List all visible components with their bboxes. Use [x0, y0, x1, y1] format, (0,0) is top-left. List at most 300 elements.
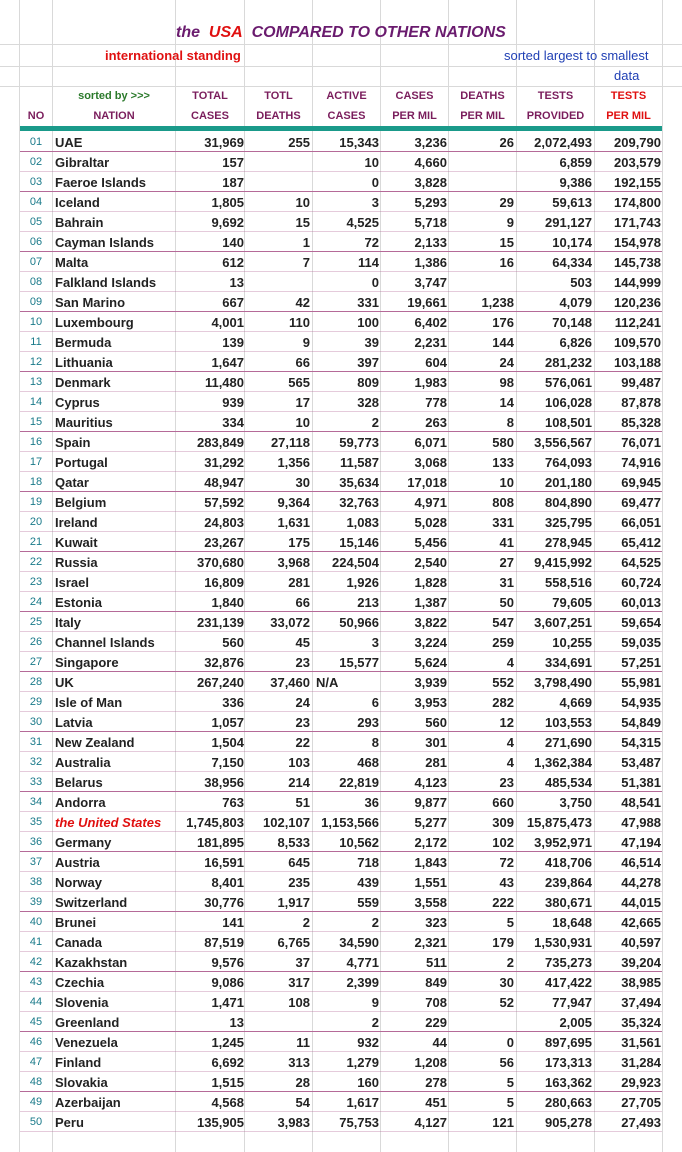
deaths-per-mil: 14: [499, 395, 514, 410]
cases-per-mil: 44: [432, 1035, 447, 1050]
tests-per-mil: 99,487: [621, 375, 661, 390]
active-cases: 11,587: [339, 455, 379, 470]
active-cases: 1,083: [346, 515, 379, 530]
total-cases: 30,776: [204, 895, 244, 910]
table-row: [0, 692, 682, 712]
row-number: 49: [29, 1096, 43, 1108]
row-number: 24: [29, 596, 43, 608]
table-row: [0, 1012, 682, 1032]
nation-name: Cayman Islands: [55, 235, 154, 250]
row-number: 36: [29, 836, 43, 848]
table-row: [0, 392, 682, 412]
row-number: 35: [29, 816, 43, 828]
cases-per-mil: 4,123: [414, 775, 447, 790]
row-number: 23: [29, 576, 43, 588]
nation-name: Qatar: [55, 475, 89, 490]
total-deaths: 645: [288, 855, 310, 870]
active-cases: 22,819: [339, 775, 379, 790]
total-cases: 141: [222, 915, 244, 930]
cases-per-mil: 1,208: [414, 1055, 447, 1070]
cases-per-mil: 3,822: [414, 615, 447, 630]
tests-per-mil: 54,849: [621, 715, 661, 730]
deaths-per-mil: 52: [499, 995, 514, 1010]
header-divider: [20, 126, 662, 131]
deaths-per-mil: 27: [499, 555, 514, 570]
total-deaths: 28: [295, 1075, 310, 1090]
tests-provided: 905,278: [545, 1115, 592, 1130]
nation-name: Kuwait: [55, 535, 98, 550]
tests-per-mil: 209,790: [614, 135, 661, 150]
nation-name: Denmark: [55, 375, 111, 390]
tests-per-mil: 47,194: [621, 835, 661, 850]
tests-provided: 576,061: [545, 375, 592, 390]
total-cases: 140: [222, 235, 244, 250]
tests-provided: 485,534: [545, 775, 592, 790]
row-number: 45: [29, 1016, 43, 1028]
tests-per-mil: 60,013: [621, 595, 661, 610]
nation-name: Norway: [55, 875, 102, 890]
active-cases: 1,926: [346, 575, 379, 590]
table-row: [0, 492, 682, 512]
cases-per-mil: 323: [425, 915, 447, 930]
deaths-per-mil: 660: [492, 795, 514, 810]
total-cases: 334: [222, 415, 244, 430]
total-deaths: 6,765: [277, 935, 310, 950]
deaths-per-mil: 29: [499, 195, 514, 210]
row-number: 25: [29, 616, 43, 628]
tests-provided: 9,415,992: [534, 555, 592, 570]
cases-per-mil: 6,071: [414, 435, 447, 450]
total-deaths: 9,364: [277, 495, 310, 510]
tests-per-mil: 53,487: [621, 755, 661, 770]
active-cases: 2: [371, 915, 379, 930]
tests-provided: 503: [570, 275, 592, 290]
active-cases: 36: [364, 795, 379, 810]
tests-per-mil: 60,724: [621, 575, 661, 590]
header-deaths-pm-2: PER MIL: [460, 110, 505, 122]
cases-per-mil: 5,456: [414, 535, 447, 550]
total-deaths: 103: [288, 755, 310, 770]
page-title: the USA COMPARED TO OTHER NATIONS: [176, 24, 506, 41]
total-cases: 187: [222, 175, 244, 190]
tests-per-mil: 174,800: [614, 195, 661, 210]
total-cases: 939: [222, 395, 244, 410]
table-row: [0, 552, 682, 572]
total-deaths: 565: [288, 375, 310, 390]
total-cases: 139: [222, 335, 244, 350]
total-deaths: 214: [288, 775, 310, 790]
total-cases: 4,568: [211, 1095, 244, 1110]
cases-per-mil: 1,386: [414, 255, 447, 270]
nation-name: Singapore: [55, 655, 119, 670]
tests-per-mil: 203,579: [614, 155, 661, 170]
nation-name: Austria: [55, 855, 100, 870]
row-number: 27: [29, 656, 43, 668]
table-row: [0, 312, 682, 332]
header-tests-pm-2: PER MIL: [606, 110, 651, 122]
tests-provided: 3,750: [559, 795, 592, 810]
cases-per-mil: 5,293: [414, 195, 447, 210]
nation-name: Lithuania: [55, 355, 113, 370]
tests-per-mil: 42,665: [621, 915, 661, 930]
deaths-per-mil: 24: [499, 355, 514, 370]
deaths-per-mil: 580: [492, 435, 514, 450]
cases-per-mil: 849: [425, 975, 447, 990]
tests-per-mil: 44,278: [621, 875, 661, 890]
total-cases: 16,809: [204, 575, 244, 590]
cases-per-mil: 2,133: [414, 235, 447, 250]
row-number: 43: [29, 976, 43, 988]
total-cases: 38,956: [204, 775, 244, 790]
total-cases: 1,057: [211, 715, 244, 730]
total-deaths: 23: [295, 655, 310, 670]
tests-per-mil: 59,654: [621, 615, 661, 630]
row-number: 30: [29, 716, 43, 728]
header-total-deaths-1: TOTL: [264, 90, 293, 102]
active-cases: 3: [371, 195, 379, 210]
total-deaths: 235: [288, 875, 310, 890]
total-deaths: 51: [295, 795, 310, 810]
table-row: [0, 332, 682, 352]
total-deaths: 66: [295, 355, 310, 370]
tests-per-mil: 59,035: [621, 635, 661, 650]
tests-provided: 3,952,971: [534, 835, 592, 850]
tests-per-mil: 66,051: [621, 515, 661, 530]
tests-provided: 3,798,490: [534, 675, 592, 690]
tests-per-mil: 87,878: [621, 395, 661, 410]
deaths-per-mil: 5: [506, 915, 514, 930]
table-row: [0, 432, 682, 452]
deaths-per-mil: 16: [499, 255, 514, 270]
tests-per-mil: 39,204: [621, 955, 661, 970]
row-number: 46: [29, 1036, 43, 1048]
deaths-per-mil: 30: [499, 975, 514, 990]
row-number: 11: [30, 336, 42, 348]
tests-per-mil: 54,935: [621, 695, 661, 710]
row-number: 31: [29, 736, 43, 748]
nation-name: Ireland: [55, 515, 98, 530]
total-cases: 9,086: [211, 975, 244, 990]
active-cases: 15,577: [339, 655, 379, 670]
active-cases: 9: [371, 995, 379, 1010]
cases-per-mil: 2,540: [414, 555, 447, 570]
active-cases: 160: [357, 1075, 379, 1090]
total-deaths: 7: [302, 255, 310, 270]
row-number: 32: [29, 756, 43, 768]
header-nation: NATION: [93, 110, 135, 122]
tests-provided: 59,613: [552, 195, 592, 210]
active-cases: 328: [357, 395, 379, 410]
total-deaths: 102,107: [263, 815, 310, 830]
active-cases: 331: [357, 295, 379, 310]
table-row: [0, 1072, 682, 1092]
total-deaths: 8,533: [277, 835, 310, 850]
deaths-per-mil: 23: [499, 775, 514, 790]
nation-name: UK: [55, 675, 74, 690]
nation-name: Falkland Islands: [55, 275, 157, 290]
tests-per-mil: 69,477: [621, 495, 661, 510]
total-cases: 1,245: [211, 1035, 244, 1050]
table-row: [0, 192, 682, 212]
active-cases: 4,525: [346, 215, 379, 230]
cases-per-mil: 3,236: [414, 135, 447, 150]
total-cases: 7,150: [211, 755, 244, 770]
row-number: 06: [29, 236, 43, 248]
tests-per-mil: 145,738: [614, 255, 661, 270]
tests-per-mil: 112,241: [614, 315, 661, 330]
row-number: 44: [29, 996, 43, 1008]
table-row: [0, 412, 682, 432]
row-number: 14: [29, 396, 43, 408]
grid-line: [0, 66, 682, 67]
active-cases: 439: [357, 875, 379, 890]
total-cases: 560: [222, 635, 244, 650]
row-number: 01: [29, 136, 43, 148]
deaths-per-mil: 552: [492, 675, 514, 690]
total-cases: 283,849: [197, 435, 244, 450]
cases-per-mil: 3,068: [414, 455, 447, 470]
table-row: [0, 272, 682, 292]
nation-name: San Marino: [55, 295, 126, 310]
tests-per-mil: 69,945: [621, 475, 661, 490]
table-row: [0, 352, 682, 372]
nation-name: Germany: [55, 835, 112, 850]
row-number: 38: [29, 876, 43, 888]
active-cases: 0: [371, 275, 379, 290]
table-row: [0, 672, 682, 692]
table-row: [0, 632, 682, 652]
active-cases: 932: [357, 1035, 379, 1050]
deaths-per-mil: 121: [492, 1115, 514, 1130]
table-row: [0, 732, 682, 752]
table-row: [0, 772, 682, 792]
table-row: [0, 372, 682, 392]
total-cases: 87,519: [204, 935, 244, 950]
total-cases: 6,692: [211, 1055, 244, 1070]
row-number: 29: [29, 696, 43, 708]
tests-provided: 108,501: [545, 415, 592, 430]
total-cases: 763: [222, 795, 244, 810]
tests-provided: 735,273: [545, 955, 592, 970]
table-row: [0, 1032, 682, 1052]
nation-name: Andorra: [55, 795, 106, 810]
cases-per-mil: 1,828: [414, 575, 447, 590]
deaths-per-mil: 4: [506, 735, 514, 750]
active-cases: 468: [357, 755, 379, 770]
tests-provided: 558,516: [545, 575, 592, 590]
tests-provided: 9,386: [559, 175, 592, 190]
cases-per-mil: 301: [425, 735, 447, 750]
active-cases: 4,771: [346, 955, 379, 970]
header-active-cases-2: CASES: [327, 110, 366, 122]
table-row: [0, 1112, 682, 1132]
active-cases: 39: [364, 335, 379, 350]
tests-provided: 10,255: [552, 635, 592, 650]
row-number: 12: [29, 356, 43, 368]
tests-provided: 2,072,493: [534, 135, 592, 150]
tests-per-mil: 154,978: [614, 235, 661, 250]
total-deaths: 24: [295, 695, 310, 710]
nation-name: New Zealand: [55, 735, 135, 750]
row-number: 07: [29, 256, 43, 268]
total-deaths: 33,072: [270, 615, 310, 630]
total-deaths: 37,460: [270, 675, 310, 690]
deaths-per-mil: 8: [506, 415, 514, 430]
cases-per-mil: 5,718: [414, 215, 447, 230]
table-row: [0, 1052, 682, 1072]
tests-per-mil: 38,985: [621, 975, 661, 990]
row-number: 50: [29, 1116, 43, 1128]
total-deaths: 17: [295, 395, 310, 410]
row-number: 26: [29, 636, 43, 648]
tests-provided: 106,028: [545, 395, 592, 410]
active-cases: 32,763: [339, 495, 379, 510]
table-row: [0, 832, 682, 852]
total-cases: 135,905: [197, 1115, 244, 1130]
nation-name: Brunei: [55, 915, 97, 930]
table-row: [0, 512, 682, 532]
active-cases: 75,753: [339, 1115, 379, 1130]
row-number: 39: [29, 896, 43, 908]
row-number: 02: [29, 156, 43, 168]
tests-provided: 70,148: [552, 315, 592, 330]
tests-provided: 271,690: [545, 735, 592, 750]
nation-name: Channel Islands: [55, 635, 155, 650]
deaths-per-mil: 72: [499, 855, 514, 870]
tests-provided: 103,553: [545, 715, 592, 730]
tests-provided: 173,313: [545, 1055, 592, 1070]
total-deaths: 30: [295, 475, 310, 490]
tests-provided: 10,174: [552, 235, 592, 250]
total-deaths: 281: [288, 575, 310, 590]
deaths-per-mil: 5: [506, 1075, 514, 1090]
tests-per-mil: 54,315: [621, 735, 661, 750]
header-total-deaths-2: DEATHS: [256, 110, 301, 122]
row-number: 37: [29, 856, 43, 868]
header-tests-pm-1: TESTS: [610, 90, 647, 102]
total-cases: 1,471: [211, 995, 244, 1010]
tests-provided: 291,127: [545, 215, 592, 230]
tests-per-mil: 144,999: [614, 275, 661, 290]
row-number: 10: [29, 316, 43, 328]
nation-name: Bahrain: [55, 215, 104, 230]
total-deaths: 3,983: [277, 1115, 310, 1130]
deaths-per-mil: 179: [492, 935, 514, 950]
active-cases: 1,279: [346, 1055, 379, 1070]
subtitle-right: sorted largest to smallest: [504, 48, 649, 63]
total-cases: 8,401: [211, 875, 244, 890]
deaths-per-mil: 43: [499, 875, 514, 890]
row-number: 48: [29, 1076, 43, 1088]
tests-provided: 325,795: [545, 515, 592, 530]
tests-per-mil: 85,328: [621, 415, 661, 430]
total-cases: 4,001: [211, 315, 244, 330]
total-cases: 48,947: [204, 475, 244, 490]
deaths-per-mil: 547: [492, 615, 514, 630]
tests-provided: 201,180: [545, 475, 592, 490]
active-cases: 100: [357, 315, 379, 330]
row-number: 21: [29, 536, 43, 548]
tests-per-mil: 27,705: [621, 1095, 661, 1110]
deaths-per-mil: 1,238: [481, 295, 514, 310]
nation-name: Estonia: [55, 595, 102, 610]
deaths-per-mil: 222: [492, 895, 514, 910]
nation-name: Latvia: [55, 715, 93, 730]
nation-name: Gibraltar: [55, 155, 110, 170]
cases-per-mil: 708: [425, 995, 447, 1010]
header-total-cases-1: TOTAL: [192, 90, 228, 102]
active-cases: 2: [371, 1015, 379, 1030]
tests-provided: 280,663: [545, 1095, 592, 1110]
table-row: [0, 852, 682, 872]
table-row: [0, 452, 682, 472]
total-deaths: 1,631: [277, 515, 310, 530]
tests-provided: 804,890: [545, 495, 592, 510]
table-row: [0, 892, 682, 912]
row-number: 18: [29, 476, 43, 488]
total-deaths: 37: [295, 955, 310, 970]
grid-line: [0, 44, 682, 45]
header-cases-pm-2: PER MIL: [392, 110, 437, 122]
cases-per-mil: 3,953: [414, 695, 447, 710]
total-deaths: 23: [295, 715, 310, 730]
tests-provided: 334,691: [545, 655, 592, 670]
cases-per-mil: 2,231: [414, 335, 447, 350]
total-cases: 1,504: [211, 735, 244, 750]
cases-per-mil: 4,971: [414, 495, 447, 510]
total-deaths: 11: [296, 1035, 310, 1050]
nation-name: Luxembourg: [55, 315, 134, 330]
tests-provided: 6,859: [559, 155, 592, 170]
total-deaths: 42: [295, 295, 310, 310]
table-row: [0, 212, 682, 232]
header-active-cases-1: ACTIVE: [326, 90, 367, 102]
tests-per-mil: 64,525: [621, 555, 661, 570]
deaths-per-mil: 176: [492, 315, 514, 330]
deaths-per-mil: 331: [492, 515, 514, 530]
active-cases: 10: [364, 155, 379, 170]
row-number: 34: [29, 796, 43, 808]
active-cases: 559: [357, 895, 379, 910]
total-deaths: 317: [288, 975, 310, 990]
table-row: [0, 232, 682, 252]
total-deaths: 45: [295, 635, 310, 650]
cases-per-mil: 4,660: [414, 155, 447, 170]
cases-per-mil: 3,747: [414, 275, 447, 290]
table-row: [0, 252, 682, 272]
table-row: [0, 572, 682, 592]
cases-per-mil: 511: [426, 955, 447, 970]
cases-per-mil: 263: [425, 415, 447, 430]
total-cases: 336: [222, 695, 244, 710]
tests-provided: 239,864: [545, 875, 592, 890]
row-number: 40: [29, 916, 43, 928]
header-deaths-pm-1: DEATHS: [460, 90, 505, 102]
active-cases: 0: [371, 175, 379, 190]
nation-name: Azerbaijan: [55, 1095, 121, 1110]
tests-per-mil: 120,236: [614, 295, 661, 310]
row-number: 03: [29, 176, 43, 188]
total-deaths: 54: [295, 1095, 310, 1110]
total-cases: 31,969: [204, 135, 244, 150]
tests-provided: 79,605: [552, 595, 592, 610]
tests-per-mil: 29,923: [621, 1075, 661, 1090]
row-number: 19: [29, 496, 43, 508]
total-cases: 1,805: [211, 195, 244, 210]
deaths-per-mil: 5: [506, 1095, 514, 1110]
total-cases: 11,480: [204, 375, 244, 390]
nation-name: Isle of Man: [55, 695, 123, 710]
